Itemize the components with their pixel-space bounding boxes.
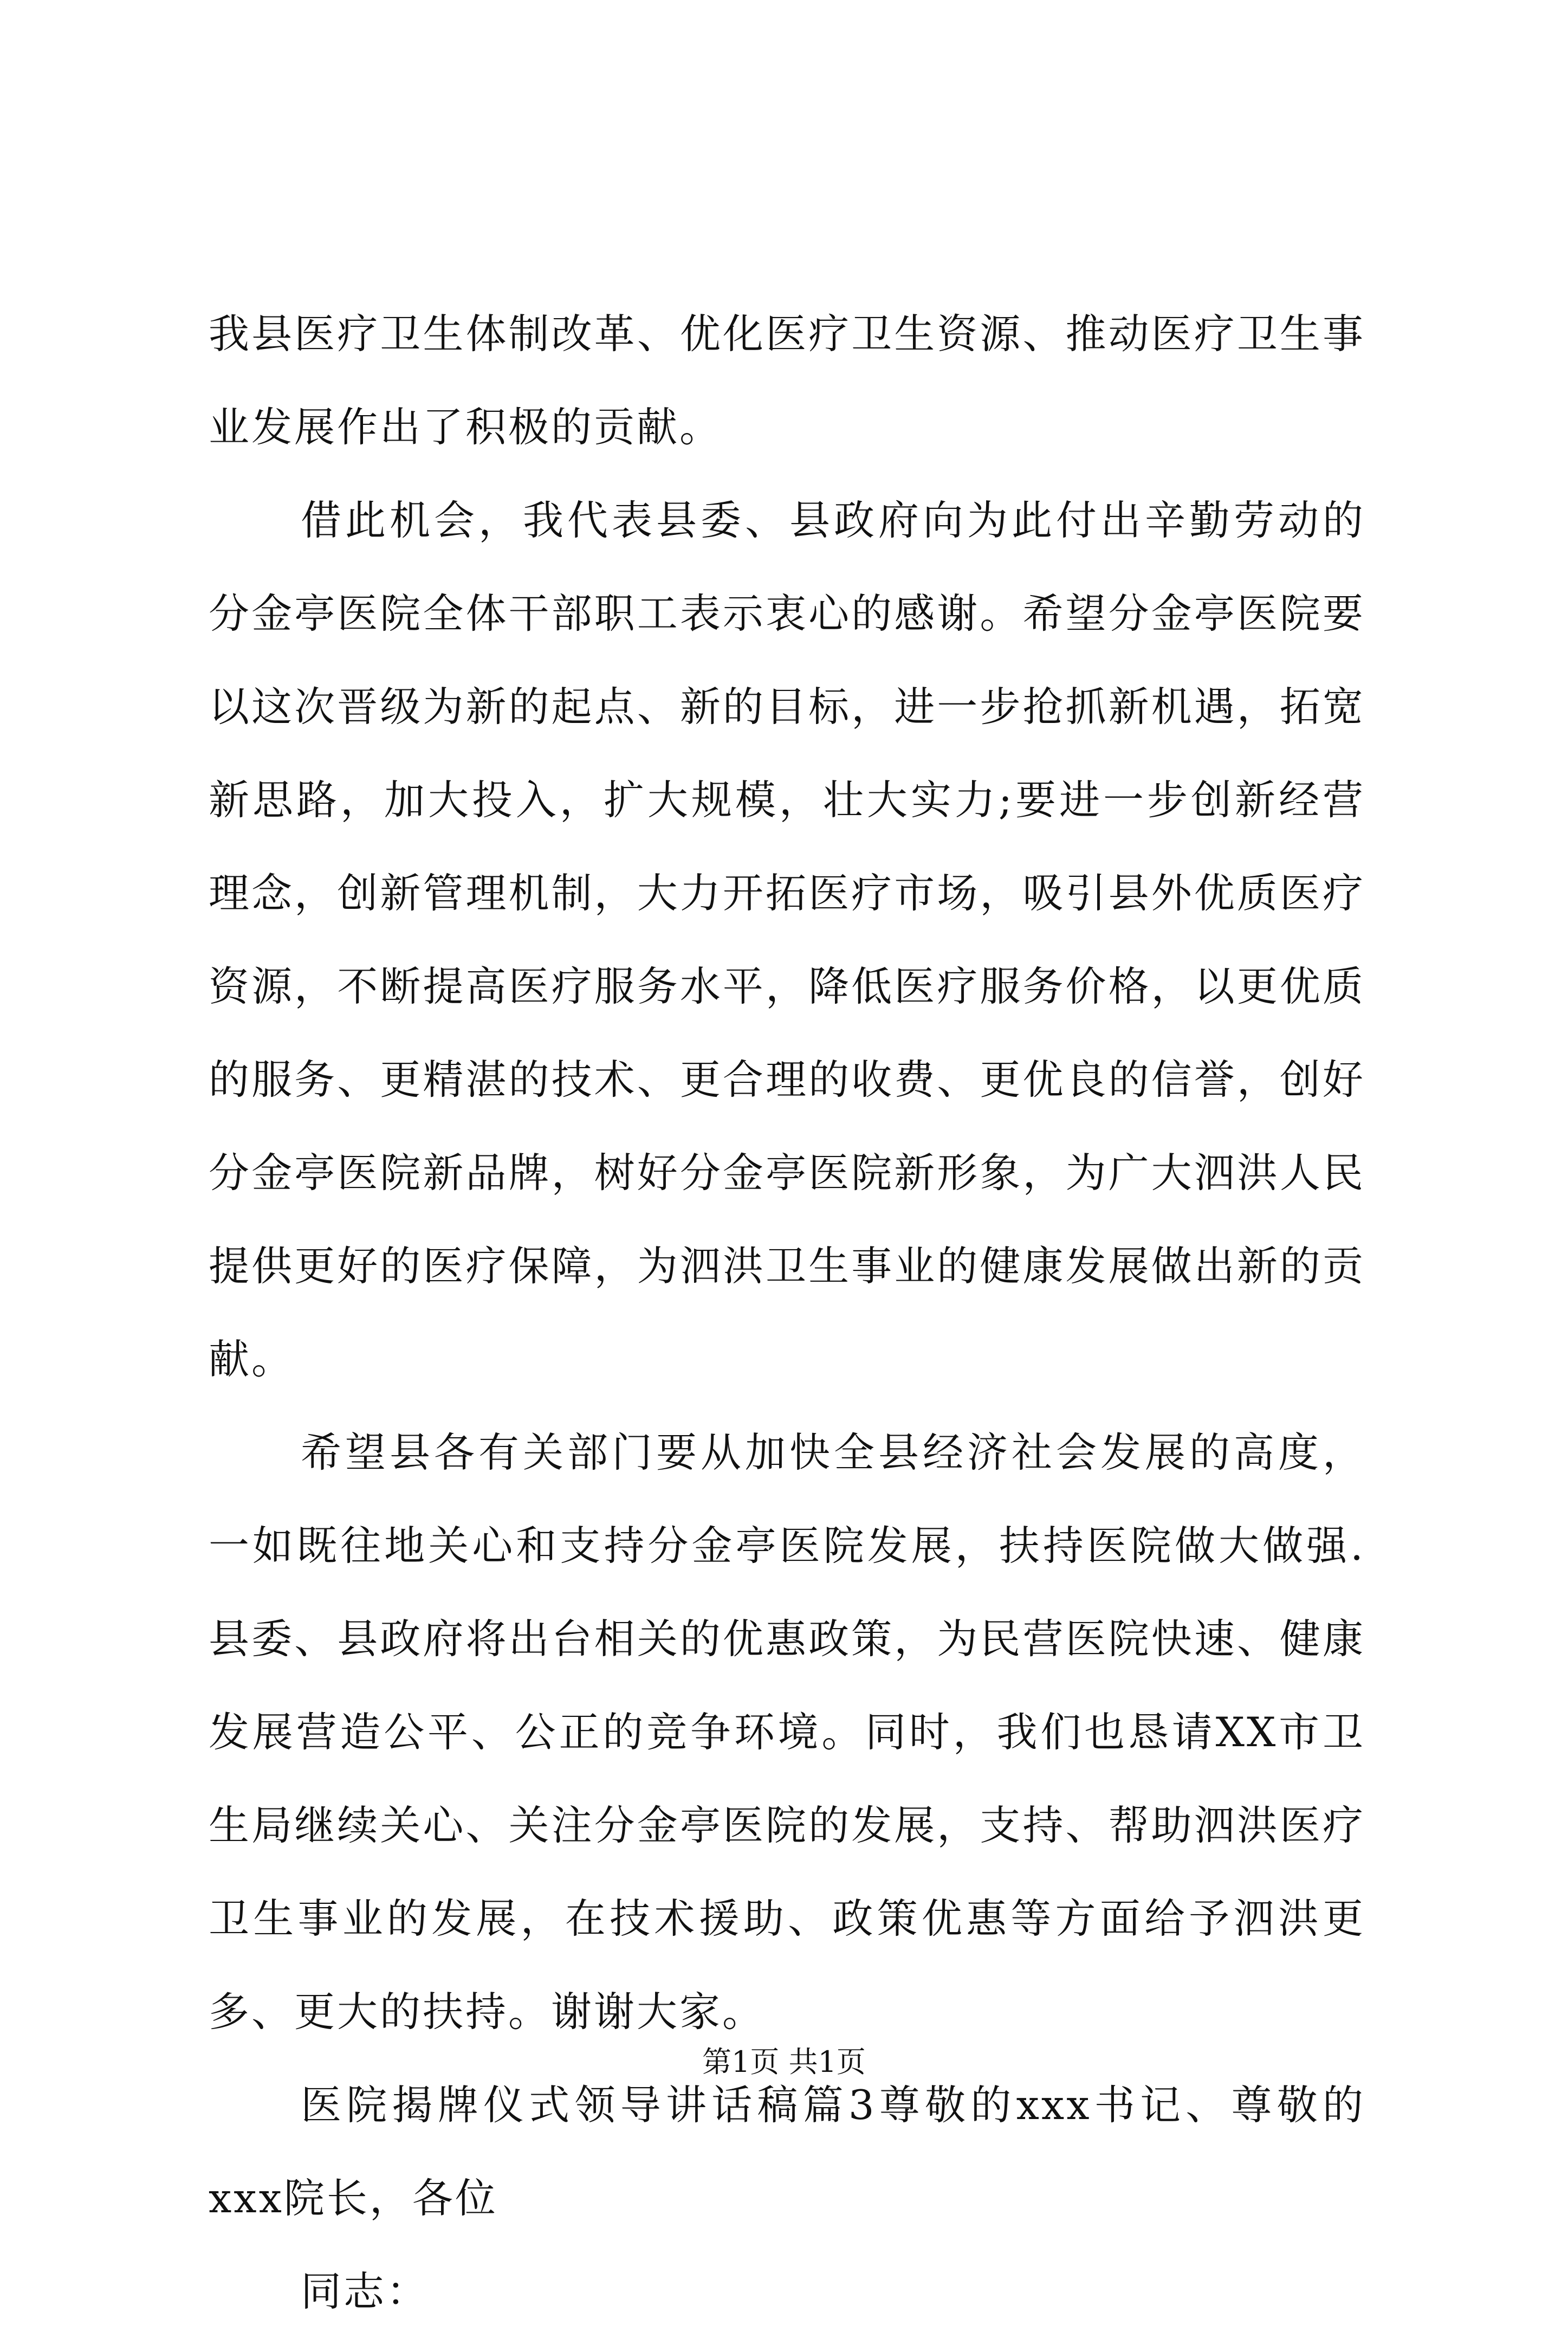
document-body	[209, 287, 1365, 2338]
paragraph-2: 借此机会，我代表县委、县政府向为此付出辛勤劳动的分金亭医院全体干部职工表示衷心的感谢。希望分金亭医院要以这次晋级为新的起点、新的目标，进一步抢抓新机遇，拓宽新思路，加大投入，扩大规模，壮大实力;要进一步创新经营理念，创新管理机制，大力开拓医疗市场，吸引县外优质医疗资源，不断提高医疗服务水平，降低医疗服务价格，以更优质的服务、更精湛的技术、更合理的收费、更优良的信誉，创好分金亭医院新品牌，树好分金亭医院新形象，为广大泗洪人民提供更好的医疗保障，为泗洪卫生事业的健康发展做出新的贡献。	[209, 496, 1365, 1383]
page-footer: 第1页 共1页	[702, 2045, 866, 2079]
paragraph-3: 希望县各有关部门要从加快全县经济社会发展的高度，一如既往地关心和支持分金亭医院发展，扶持医院做大做强.县委、县政府将出台相关的优惠政策，为民营医院快速、健康发展营造公平、公正的竞争环境。同时，我们也恳请XX市卫生局继续关心、关注分金亭医院的发展，支持、帮助泗洪医疗卫生事业的发展，在技术援助、政策优惠等方面给予泗洪更多、更大的扶持。谢谢大家。	[209, 1429, 1365, 2036]
paragraph-1: 我县医疗卫生体制改革、优化医疗卫生资源、推动医疗卫生事业发展作出了积极的贡献。	[209, 310, 1365, 451]
paragraph-5: 同志：	[301, 2268, 430, 2315]
paragraph-4: 医院揭牌仪式领导讲话稿篇3尊敬的xxx书记、尊敬的xxx院长，各位	[209, 2081, 1365, 2222]
